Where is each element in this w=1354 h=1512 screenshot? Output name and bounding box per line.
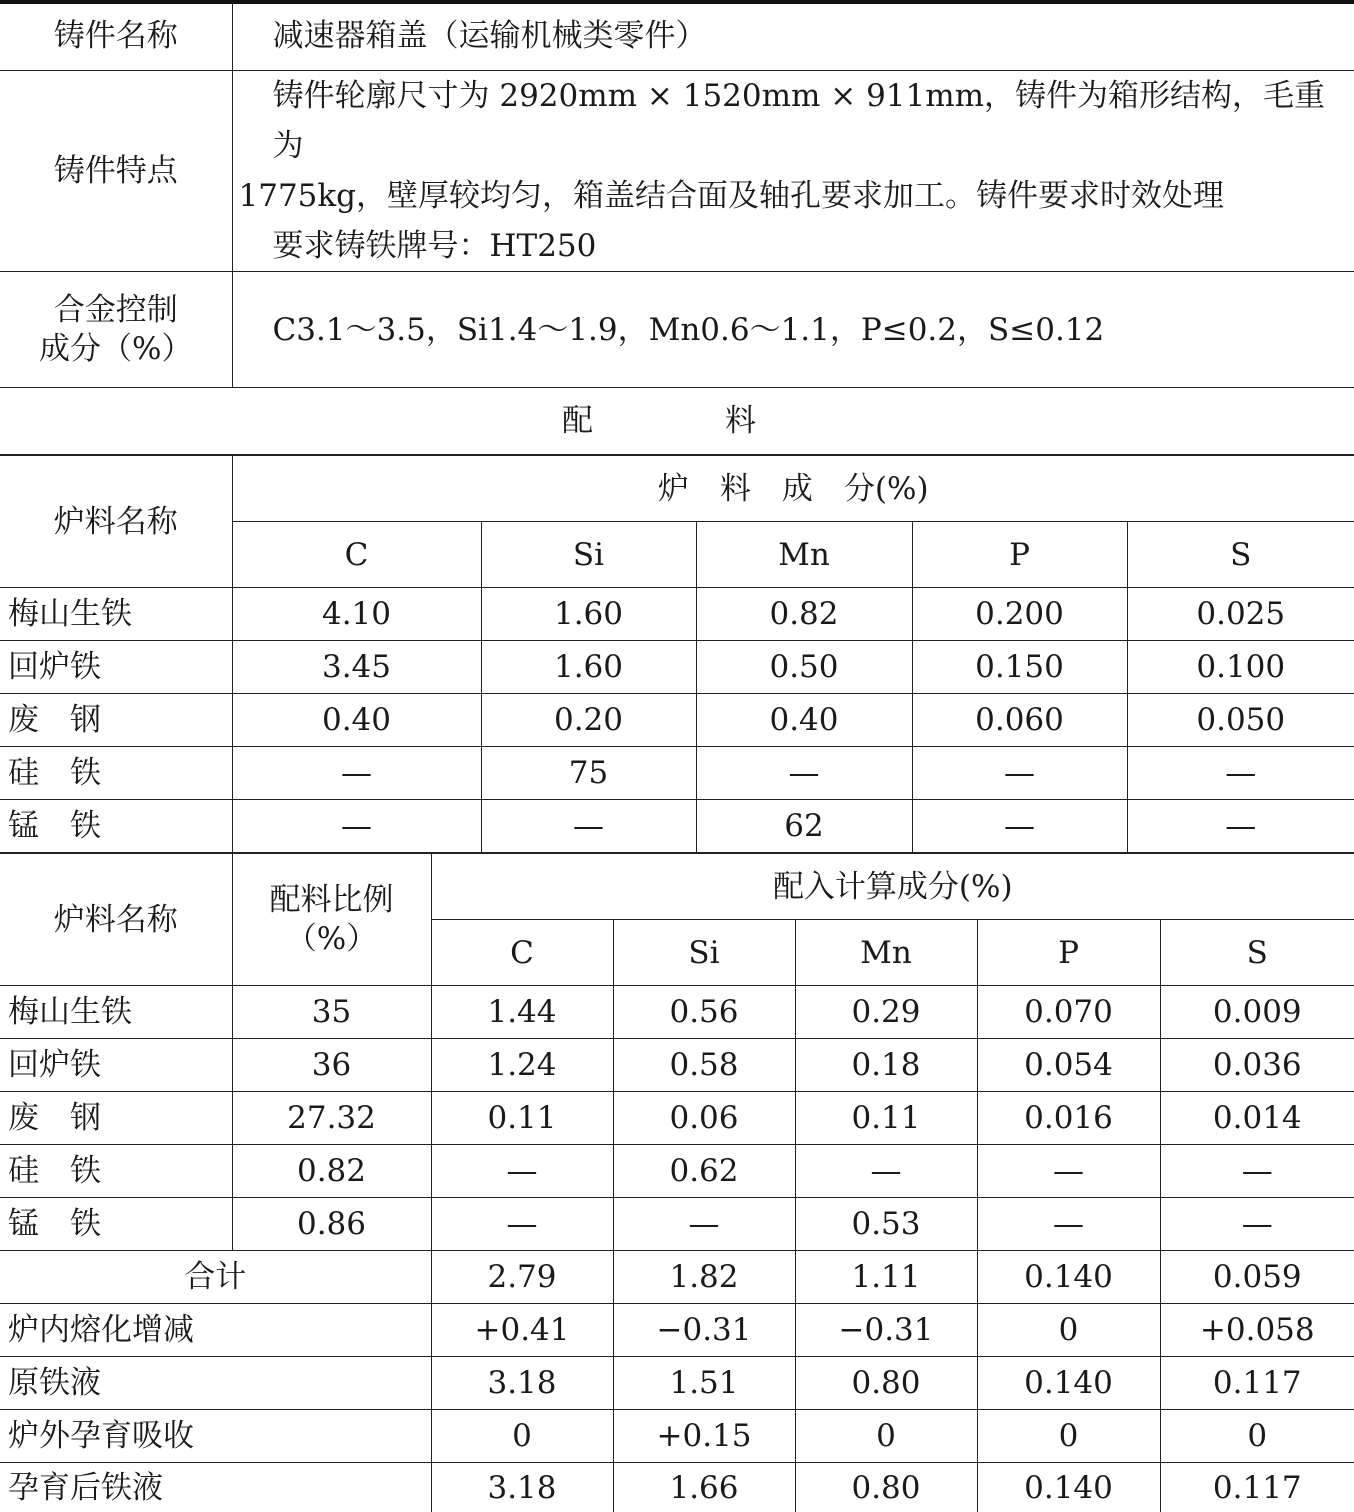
value-p: — — [977, 1145, 1160, 1198]
table-row — [0, 694, 1354, 747]
value-s: 0.117 — [1160, 1357, 1354, 1410]
summary-label: 炉外孕育吸收 — [0, 1410, 431, 1463]
value-s: — — [1127, 747, 1354, 800]
value-si: 1.51 — [613, 1357, 795, 1410]
value-p: 0.140 — [977, 1357, 1160, 1410]
value-p: 0.200 — [912, 588, 1127, 641]
casting-feature-text — [232, 70, 1354, 272]
summary-label: 孕育后铁液 — [0, 1463, 431, 1512]
value-s: — — [1160, 1145, 1354, 1198]
calculation-table — [0, 853, 1354, 1512]
summary-row-inoculation — [0, 1410, 1354, 1463]
value-si: 1.60 — [481, 641, 696, 694]
table-row — [0, 1145, 1354, 1198]
value-si: 1.60 — [481, 588, 696, 641]
value-p: 0.140 — [977, 1463, 1160, 1512]
composition-col-si: Si — [481, 522, 696, 588]
table-row — [0, 986, 1354, 1039]
value-s: 0.025 — [1127, 588, 1354, 641]
value-p: 0.054 — [977, 1039, 1160, 1092]
alloy-value: C3.1～3.5，Si1.4～1.9，Mn0.6～1.1，P≤0.2，S≤0.12 — [232, 272, 1354, 388]
value-c: +0.41 — [431, 1304, 613, 1357]
value-p: 0.016 — [977, 1092, 1160, 1145]
value-s: — — [1127, 800, 1354, 853]
value-si: — — [613, 1198, 795, 1251]
casting-name-value: 减速器箱盖（运输机械类零件） — [232, 2, 1354, 70]
value-c: 3.45 — [232, 641, 481, 694]
value-s: 0.009 — [1160, 986, 1354, 1039]
material-name: 回炉铁 — [0, 1039, 232, 1092]
value-p: 0 — [977, 1304, 1160, 1357]
value-c: 3.18 — [431, 1463, 613, 1512]
value-si: 0.56 — [613, 986, 795, 1039]
summary-row-final-iron — [0, 1463, 1354, 1512]
composition-col-s: S — [1127, 522, 1354, 588]
material-name: 回炉铁 — [0, 641, 232, 694]
ratio-value: 0.82 — [232, 1145, 431, 1198]
value-c: 3.18 — [431, 1357, 613, 1410]
value-c: 0.11 — [431, 1092, 613, 1145]
alloy-label-line-2: 成分（%） — [39, 330, 193, 367]
charge-composition-table — [0, 455, 1354, 853]
value-p: 0.150 — [912, 641, 1127, 694]
value-s: 0.014 — [1160, 1092, 1354, 1145]
composition-col-p: P — [912, 522, 1127, 588]
value-c: — — [431, 1145, 613, 1198]
material-name: 硅 铁 — [0, 747, 232, 800]
value-si: 0.06 — [613, 1092, 795, 1145]
value-c: 1.44 — [431, 986, 613, 1039]
material-name: 废 钢 — [0, 1092, 232, 1145]
summary-label: 合计 — [0, 1251, 431, 1304]
composition-header-row — [0, 456, 1354, 522]
value-p: — — [912, 800, 1127, 853]
ratio-value: 27.32 — [232, 1092, 431, 1145]
calc-col-si: Si — [613, 920, 795, 986]
summary-label: 原铁液 — [0, 1357, 431, 1410]
table-row — [0, 1039, 1354, 1092]
table-row — [0, 800, 1354, 853]
section-title-char-2: 料 — [725, 403, 756, 439]
alloy-label — [0, 272, 232, 388]
calc-ratio-header — [232, 854, 431, 986]
value-mn: — — [795, 1145, 977, 1198]
value-c: — — [232, 800, 481, 853]
value-c: 0 — [431, 1410, 613, 1463]
value-mn: 0.82 — [696, 588, 912, 641]
composition-name-header: 炉料名称 — [0, 456, 232, 588]
value-s: 0.117 — [1160, 1463, 1354, 1512]
casting-name-row — [0, 2, 1354, 70]
material-name: 锰 铁 — [0, 800, 232, 853]
value-mn: 0.80 — [795, 1463, 977, 1512]
value-si: 75 — [481, 747, 696, 800]
value-si: 0.62 — [613, 1145, 795, 1198]
value-s: 0.059 — [1160, 1251, 1354, 1304]
value-s: +0.058 — [1160, 1304, 1354, 1357]
composition-col-mn: Mn — [696, 522, 912, 588]
value-p: 0.060 — [912, 694, 1127, 747]
value-s: 0.036 — [1160, 1039, 1354, 1092]
calc-col-mn: Mn — [795, 920, 977, 986]
calc-name-header: 炉料名称 — [0, 854, 232, 986]
casting-feature-label: 铸件特点 — [0, 70, 232, 272]
value-si: −0.31 — [613, 1304, 795, 1357]
value-mn: 0.29 — [795, 986, 977, 1039]
material-name: 梅山生铁 — [0, 588, 232, 641]
ratio-value: 35 — [232, 986, 431, 1039]
value-mn: 0.11 — [795, 1092, 977, 1145]
composition-col-c: C — [232, 522, 481, 588]
calc-header-row — [0, 854, 1354, 920]
value-p: 0.070 — [977, 986, 1160, 1039]
calc-col-s: S — [1160, 920, 1354, 986]
calc-ratio-header-line-1: 配料比例 — [269, 882, 394, 919]
value-si: 0.20 — [481, 694, 696, 747]
value-s: — — [1160, 1198, 1354, 1251]
value-mn: 1.11 — [795, 1251, 977, 1304]
ratio-value: 0.86 — [232, 1198, 431, 1251]
value-p: — — [912, 747, 1127, 800]
value-si: 1.82 — [613, 1251, 795, 1304]
feature-line-1: 铸件轮廓尺寸为 2920mm × 1520mm × 911mm，铸件为箱形结构，毛重为 — [272, 77, 1326, 164]
value-mn: 0.53 — [795, 1198, 977, 1251]
value-mn: 0.40 — [696, 694, 912, 747]
calc-ratio-header-line-2: （%） — [285, 920, 378, 957]
alloy-label-line-1: 合金控制 — [53, 292, 178, 329]
section-title — [0, 388, 1354, 455]
casting-info-table — [0, 0, 1354, 455]
value-si: +0.15 — [613, 1410, 795, 1463]
value-c: — — [431, 1198, 613, 1251]
value-c: 4.10 — [232, 588, 481, 641]
value-c: — — [232, 747, 481, 800]
table-row — [0, 1092, 1354, 1145]
composition-group-header: 炉 料 成 分(%) — [232, 456, 1354, 522]
value-mn: — — [696, 747, 912, 800]
value-si: — — [481, 800, 696, 853]
summary-row-melt-change — [0, 1304, 1354, 1357]
calc-group-header: 配入计算成分(%) — [431, 854, 1354, 920]
ratio-value: 36 — [232, 1039, 431, 1092]
alloy-row — [0, 272, 1354, 388]
calc-col-c: C — [431, 920, 613, 986]
summary-row-base-iron — [0, 1357, 1354, 1410]
casting-name-label: 铸件名称 — [0, 2, 232, 70]
value-mn: 0.18 — [795, 1039, 977, 1092]
value-s: 0.050 — [1127, 694, 1354, 747]
value-mn: 0 — [795, 1410, 977, 1463]
table-row — [0, 641, 1354, 694]
material-name: 废 钢 — [0, 694, 232, 747]
table-row — [0, 1198, 1354, 1251]
material-name: 梅山生铁 — [0, 986, 232, 1039]
value-s: 0 — [1160, 1410, 1354, 1463]
value-si: 1.66 — [613, 1463, 795, 1512]
feature-line-2: 1775kg，壁厚较均匀，箱盖结合面及轴孔要求加工。铸件要求时效处理 — [238, 177, 1225, 214]
summary-row-total — [0, 1251, 1354, 1304]
table-row — [0, 588, 1354, 641]
material-name: 锰 铁 — [0, 1198, 232, 1251]
material-name: 硅 铁 — [0, 1145, 232, 1198]
value-c: 0.40 — [232, 694, 481, 747]
value-p: 0.140 — [977, 1251, 1160, 1304]
value-mn: 0.50 — [696, 641, 912, 694]
section-title-char-1: 配 — [562, 403, 593, 439]
casting-feature-row — [0, 70, 1354, 272]
table-row — [0, 747, 1354, 800]
value-si: 0.58 — [613, 1039, 795, 1092]
value-c: 1.24 — [431, 1039, 613, 1092]
feature-line-3: 要求铸铁牌号：HT250 — [272, 228, 597, 265]
calc-col-p: P — [977, 920, 1160, 986]
value-p: — — [977, 1198, 1160, 1251]
value-mn: 0.80 — [795, 1357, 977, 1410]
section-title-row — [0, 388, 1354, 455]
value-c: 2.79 — [431, 1251, 613, 1304]
value-mn: 62 — [696, 800, 912, 853]
value-mn: −0.31 — [795, 1304, 977, 1357]
value-s: 0.100 — [1127, 641, 1354, 694]
value-p: 0 — [977, 1410, 1160, 1463]
summary-label: 炉内熔化增减 — [0, 1304, 431, 1357]
